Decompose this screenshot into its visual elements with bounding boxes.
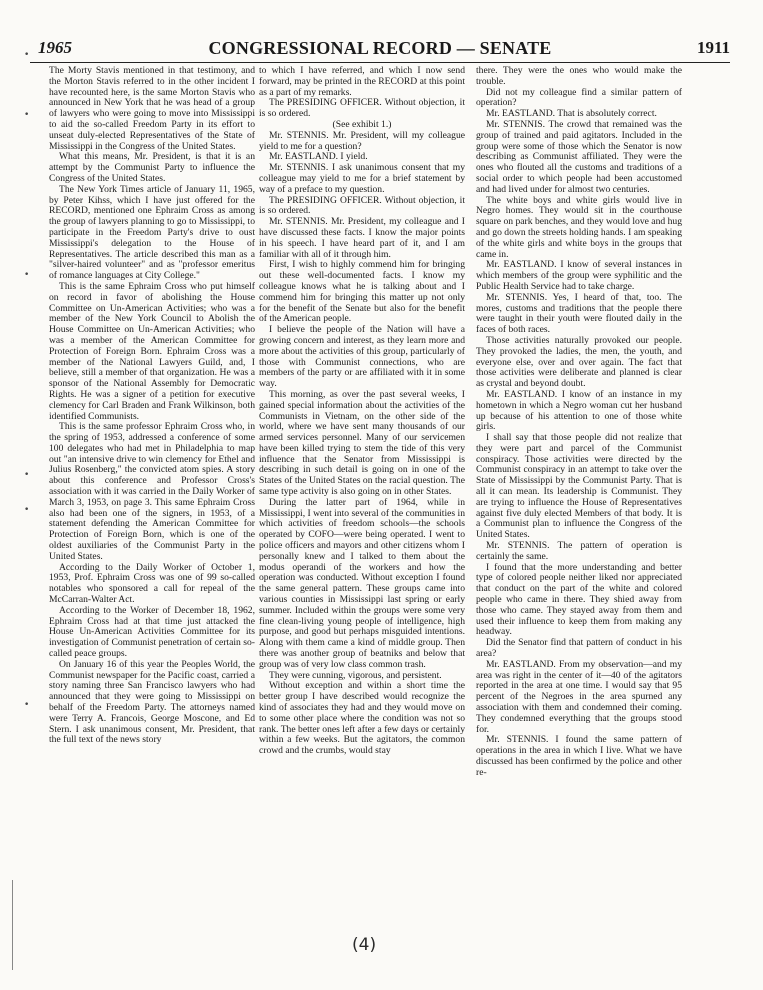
margin-dot: • <box>24 700 30 710</box>
paragraph: According to the Daily Worker of October 1, 1953, Prof. Ephraim Cross was one of 99 so-called notables who sponsored a call for repeal of the McCarran-Walter Act. <box>49 561 255 606</box>
paragraph: They were cunning, vigorous, and persistent. <box>269 669 442 681</box>
margin-dot: • <box>24 110 30 120</box>
column-3 <box>476 66 682 779</box>
paragraph: The PRESIDING OFFICER. Without objection, it is so ordered. <box>259 194 465 217</box>
page-header <box>30 38 730 64</box>
header-rule <box>30 62 730 63</box>
paragraph: This morning, as over the past several weeks, I gained special information about the activities of the Communists in Vietnam, on the other side of the world, where we have sent many thousands of our armed services personnel. Many of our servicemen have been killed trying to stem the tide of this very influence that the Senator from Mississippi is describing in such detail is going on in one of the States of the United States on the racial question. The same type activity is also going on in other States. <box>259 388 465 498</box>
handwritten-page-mark: (4) <box>352 935 377 955</box>
paragraph: Mr. STENNIS. I ask unanimous consent that my colleague may yield to me for a brief statement by way of a preface to my question. <box>259 162 465 195</box>
paragraph: Mr. STENNIS. The crowd that remained was the group of trained and paid agitators. Included in the group were some of those which the Senator is now describing as Communist affiliated. They were the ones who flouted all the customs and traditions of a social order to which people had been accustomed and had lived under for almost two centuries. <box>476 118 682 195</box>
column-1 <box>49 66 255 746</box>
header-year: 1965 <box>38 38 72 57</box>
column-2 <box>259 66 465 757</box>
header-title: CONGRESSIONAL RECORD — SENATE <box>208 38 552 58</box>
paragraph: I found that the more understanding and better type of colored people neither liked nor appreciated that conduct on the part of the white and colored people who came in there. They shied away from those who came. They stayed away from them and used their influence to keep them from making any headway. <box>476 561 682 638</box>
header-page-number: 1911 <box>696 38 730 57</box>
paragraph: On January 16 of this year the Peoples World, the Communist newspaper for the Pacific coast, carried a story naming three San Francisco lawyers who had announced that they were going to Mississippi on behalf of the Freedom Party. The attorneys named were Terry A. Francois, George Moscone, and Ed Stern. I ask unanimous consent, Mr. President, that the full text of the news story <box>49 658 255 746</box>
paragraph: Mr. EASTLAND. I know of several instances in which members of the group were syphilitic and the Public Health Service had to take charge. <box>476 259 682 292</box>
paragraph: According to the Worker of December 18, 1962, Ephraim Cross had at that time just attacked the House Un-American Activities Committee for its investigation of Communist penetration of certain so-called peace groups. <box>49 604 255 660</box>
paragraph: there. They were the ones who would make the trouble. <box>476 65 682 87</box>
paragraph: Mr. STENNIS. The pattern of operation is certainly the same. <box>476 540 682 562</box>
paragraph: I believe the people of the Nation will have a growing concern and interest, as they learn more and more about the activities of this group, particularly of those with Communist connections, who are members of the party or are affiliated with it in some way. <box>259 324 465 390</box>
margin-dot: • <box>24 505 30 515</box>
paragraph: Mr. STENNIS. Mr. President, will my colleague yield to me for a question? <box>259 129 465 152</box>
paragraph: During the latter part of 1964, while in Mississippi, I went into several of the communities in which activities of freedom schools—the schools operated by COFO—were being operated. I went to police officers and mayors and other citizens whom I personally knew and I talked to them about the modus operandi of the workers and how the operation was conducted. Without exception I found the same general pattern. These groups came into various counties in Mississippi last spring or early summer. Included within the groups were some very fine clean-living young people of intelligence, high purpose, and good but perhaps misguided intentions. Along with them came a kind of middle group. Then there was another group of beatniks and below that group was of very low class common trash. <box>259 496 465 670</box>
paragraph: to which I have referred, and which I now send forward, may be printed in the RECORD at this point as a part of my remarks. <box>259 65 465 98</box>
paragraph: Without exception and within a short time the better group I have described would recognize the kind of associates they had and they would move on to some other place where the condition was not so rank. The better ones left after a few days or certainly within a few weeks. But the agitators, the common crowd and the crumbs, would stay <box>259 680 465 757</box>
paragraph: The white boys and white girls would live in Negro homes. They would sit in the courthouse square on park benches, and they would love and hug and go down the streets holding hands. I am speaking of the white girls and white boys in the groups that came in. <box>476 194 682 260</box>
paragraph: The New York Times article of January 11, 1965, by Peter Kihss, which I have just offered for the RECORD, mentioned one Ephraim Cross as among the group of lawyers planning to go to Mississippi, to participate in the Freedom Party's drive to oust Mississippi's delegation to the House of Representatives. The article described this man as a "silver-haired volunteer" and as "professor emeritus of romance languages at City College." <box>49 183 255 282</box>
paragraph: (See exhibit 1.) <box>332 118 392 130</box>
paragraph: Did the Senator find that pattern of conduct in his area? <box>476 637 682 660</box>
paragraph: Mr. STENNIS. Mr. President, my colleague and I have discussed these facts. I know the major points in his speech. I have heard part of it, and I am familiar with all of it through him. <box>259 216 465 260</box>
paragraph: Did not my colleague find a similar pattern of operation? <box>476 86 682 109</box>
paragraph: This is the same Ephraim Cross who put himself on record in favor of abolishing the House Committee on Un-American Activities; who was a member of the New York Council to Abolish the House Committee on Un-American Activities; who was a member of the American Committee for Protection of Foreign Born. Ephraim Cross was a member of the National Lawyers Guild, and, I believe, still a member of that organization. He was a sponsor of the National Assembly for Democratic Rights. He was a signer of a petition for executive clemency for Carl Braden and Frank Wilkinson, both identified Communists. <box>49 280 255 422</box>
paragraph: Mr. EASTLAND. That is absolutely correct. <box>486 108 657 120</box>
margin-dot: • <box>24 50 30 60</box>
paragraph: Mr. STENNIS. Yes, I heard of that, too. The mores, customs and traditions that the people there were taught in their youth were flouted daily in the faces of both races. <box>476 291 682 336</box>
text-columns <box>0 66 763 946</box>
paragraph: Mr. EASTLAND. From my observation—and my area was right in the center of it—40 of the agitators reported in the area at one time. I would say that 95 percent of the Negroes in the area spurned any association with them and condemned their coming. They condemned everything that the groups stood for. <box>476 658 682 735</box>
paragraph: The PRESIDING OFFICER. Without objection, it is so ordered. <box>259 97 465 120</box>
paragraph: Those activities naturally provoked our people. They provoked the ladies, the men, the youth, and everyone else, over and over again. The fact that those activities were deliberate and planned is clear as crystal and beyond doubt. <box>476 334 682 390</box>
paragraph: Mr. STENNIS. I found the same pattern of operations in the area in which I live. What we have discussed has been confirmed by the police and other re- <box>476 734 682 778</box>
margin-dot: • <box>24 470 30 480</box>
paragraph: First, I wish to highly commend him for bringing out these well-documented facts. I know my colleague knows what he is talking about and I commend him for bringing this matter up not only for the benefit of the Senate but also for the benefit of the American people. <box>259 259 465 325</box>
margin-dot: • <box>24 270 30 280</box>
paragraph: What this means, Mr. President, is that it is an attempt by the Communist Party to influence the Congress of the United States. <box>49 151 255 184</box>
paragraph: Mr. EASTLAND. I yield. <box>269 151 368 163</box>
paragraph: I shall say that those people did not realize that they were part and parcel of the Communist conspiracy. Those activities were directed by the Communist conspiracy in an attempt to take over the State of Mississippi by the Communist Party. That is all it can mean. Its leadership is Communist. They are trying to influence the House of Representatives against five duly elected Members of that body. It is a Communist plan to influence the Congress of the United States. <box>476 432 682 541</box>
paragraph: This is the same professor Ephraim Cross who, in the spring of 1953, addressed a conference of some 100 delegates who had met in Philadelphia to map out "an intensive drive to win clemency for Ethel and Julius Rosenberg," the convicted atom spies. A story about this conference and Professor Cross's association with it was carried in the Daily Worker of March 3, 1953, on page 3. This same Ephraim Cross also had been one of the signers, in 1953, of a statement defending the American Committee for Protection of Foreign Born, which is one of the oldest auxiliaries of the Communist Party in the United States. <box>49 421 255 562</box>
paragraph: The Morty Stavis mentioned in that testimony, and the Morton Stavis referred to in the other incident I have recounted here, is the same Morton Stavis who announced in New York that he was head of a group of lawyers who were going to move into Mississippi to aid the so-called Freedom Party in its effort to unseat duly-elected Representatives of the State of Mississippi in the Congress of the United States. <box>49 65 255 152</box>
paragraph: Mr. EASTLAND. I know of an instance in my hometown in which a Negro woman cut her husband up because of his attention to one of those white girls. <box>476 388 682 433</box>
